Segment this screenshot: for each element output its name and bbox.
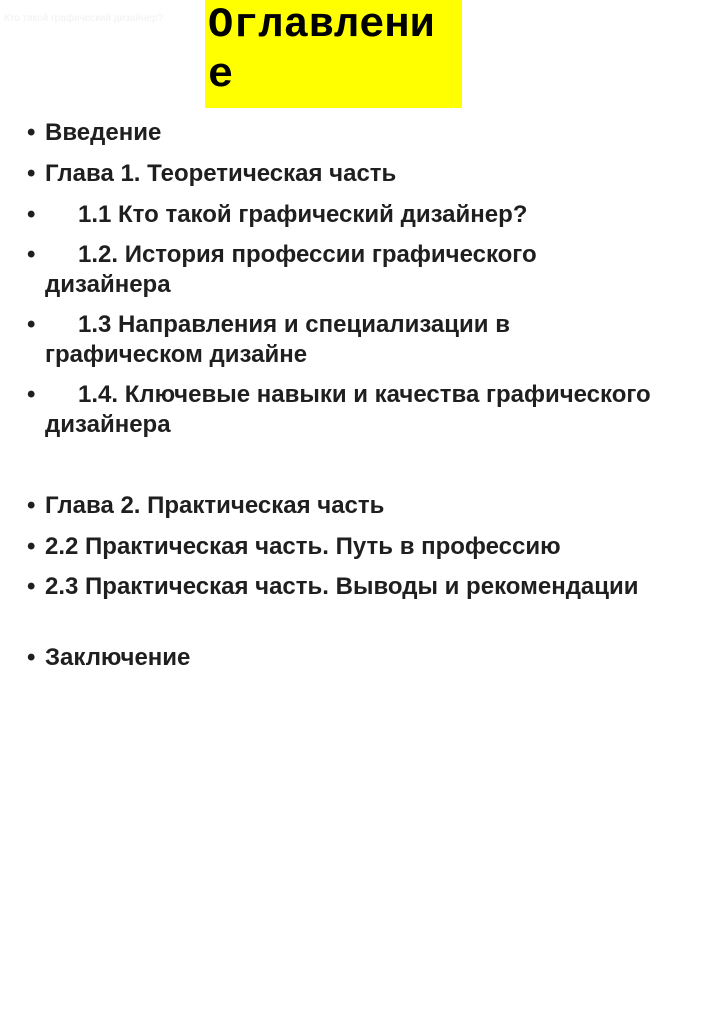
bullet-icon: • xyxy=(27,573,36,600)
bullet-icon: • xyxy=(27,201,36,228)
toc-item-1-1 xyxy=(27,200,667,230)
toc-item-label: 1.3 Направления и специализации в графическом дизайне xyxy=(45,311,510,368)
bullet-icon: • xyxy=(27,311,36,338)
toc-item-chapter-2 xyxy=(27,491,667,521)
page-title: Оглавление xyxy=(208,1,435,99)
bullet-icon: • xyxy=(27,119,36,146)
bullet-icon: • xyxy=(27,381,36,408)
title-highlight xyxy=(205,0,462,108)
toc-item-label: 2.2 Практическая часть. Путь в профессию xyxy=(45,533,561,560)
toc-item-label: 1.1 Кто такой графический дизайнер? xyxy=(78,201,528,228)
toc-item-label: Глава 2. Практическая часть xyxy=(45,492,385,519)
bullet-icon: • xyxy=(27,533,36,560)
toc-item-conclusion xyxy=(27,643,667,673)
bullet-icon: • xyxy=(27,644,36,671)
bullet-icon: • xyxy=(27,241,36,268)
toc-item-1-2 xyxy=(27,240,667,300)
toc-item-label: Заключение xyxy=(45,644,191,671)
watermark-text: Кто такой графический дизайнер? xyxy=(4,13,164,24)
bullet-icon: • xyxy=(27,160,36,187)
toc-item-label: Введение xyxy=(45,119,162,146)
toc-item-label: Глава 1. Теоретическая часть xyxy=(45,160,397,187)
toc-item-1-4 xyxy=(27,380,667,440)
toc-item-label: 1.4. Ключевые навыки и качества графического дизайнера xyxy=(45,381,651,438)
toc-item-chapter-1 xyxy=(27,159,667,189)
toc-item-2-3 xyxy=(27,572,667,602)
bullet-icon: • xyxy=(27,492,36,519)
toc-item-1-3 xyxy=(27,310,667,370)
toc-item-label: 2.3 Практическая часть. Выводы и рекомендации xyxy=(45,573,639,600)
toc-item-2-2 xyxy=(27,532,667,562)
toc-item-introduction xyxy=(27,118,667,148)
toc-item-label: 1.2. История профессии графического дизайнера xyxy=(45,241,537,298)
